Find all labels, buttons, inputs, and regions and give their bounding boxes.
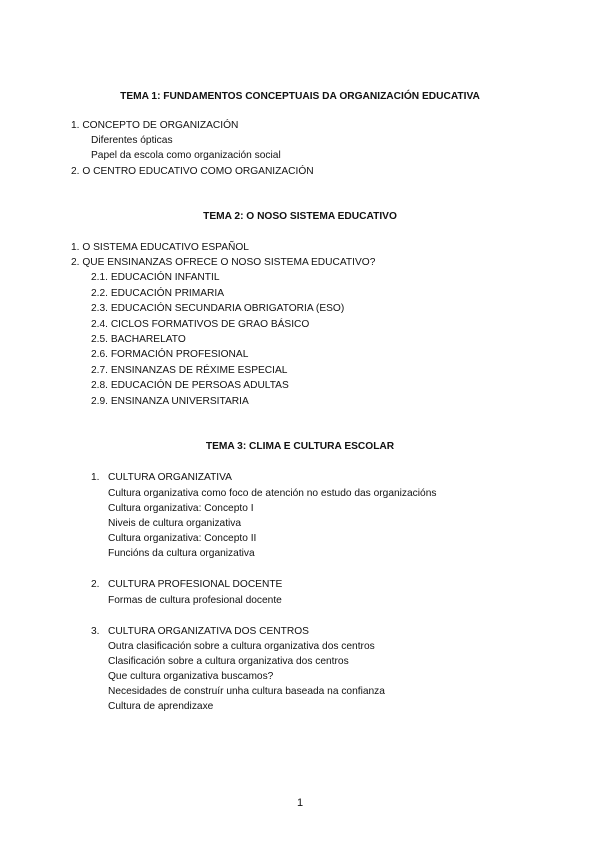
tema2-subitem: 2.1. EDUCACIÓN INFANTIL [91,272,220,283]
tema3-subitem: Que cultura organizativa buscamos? [108,671,274,682]
tema3-subitem: Niveis de cultura organizativa [108,518,242,529]
tema2-subitem: 2.5. BACHARELATO [91,334,186,345]
tema2-subitem: 2.9. ENSINANZA UNIVERSITARIA [91,396,249,407]
tema3-subitem: Cultura organizativa como foco de atención no estudo das organizacións [108,488,437,499]
tema2-item: 1. O SISTEMA EDUCATIVO ESPAÑOL [71,242,249,253]
tema3-subitem: Funcións da cultura organizativa [108,548,255,559]
tema1-subitem: Papel da escola como organización social [91,150,281,161]
tema2-subitem: 2.8. EDUCACIÓN DE PERSOAS ADULTAS [91,380,289,391]
tema3-subitem: Cultura organizativa: Concepto II [108,533,257,544]
tema3-title: TEMA 3: CLIMA E CULTURA ESCOLAR [205,441,395,452]
page-number: 1 [296,797,304,809]
tema3-subitem: Outra clasificación sobre a cultura organizativa dos centros [108,641,375,652]
tema3-section-heading: CULTURA PROFESIONAL DOCENTE [108,579,283,590]
tema1-item: 2. O CENTRO EDUCATIVO COMO ORGANIZACIÓN [71,166,314,177]
tema3-section-number: 1. [91,472,100,483]
tema2-subitem: 2.2. EDUCACIÓN PRIMARIA [91,288,225,299]
tema3-section-number: 2. [91,579,100,590]
tema3-section-heading: CULTURA ORGANIZATIVA DOS CENTROS [108,626,309,637]
tema2-subitem: 2.3. EDUCACIÓN SECUNDARIA OBRIGATORIA (ESO) [91,303,345,314]
tema3-section-number: 3. [91,626,100,637]
tema3-subitem: Formas de cultura profesional docente [108,595,282,606]
tema1-title: TEMA 1: FUNDAMENTOS CONCEPTUAIS DA ORGANIZACIÓN EDUCATIVA [120,91,480,102]
tema2-subitem: 2.7. ENSINANZAS DE RÉXIME ESPECIAL [91,365,288,376]
tema3-subitem: Cultura organizativa: Concepto I [108,503,254,514]
tema3-section-heading: CULTURA ORGANIZATIVA [108,472,232,483]
tema1-subitem: Diferentes ópticas [91,135,173,146]
tema2-title: TEMA 2: O NOSO SISTEMA EDUCATIVO [203,211,397,222]
tema3-subitem: Cultura de aprendizaxe [108,701,214,712]
tema2-subitem: 2.4. CICLOS FORMATIVOS DE GRAO BÁSICO [91,319,310,330]
tema3-subitem: Clasificación sobre a cultura organizativa dos centros [108,656,349,667]
tema1-item: 1. CONCEPTO DE ORGANIZACIÓN [71,120,239,131]
tema2-subitem: 2.6. FORMACIÓN PROFESIONAL [91,349,249,360]
tema2-item: 2. QUE ENSINANZAS OFRECE O NOSO SISTEMA EDUCATIVO? [71,257,376,268]
tema3-subitem: Necesidades de construír unha cultura baseada na confianza [108,686,385,697]
